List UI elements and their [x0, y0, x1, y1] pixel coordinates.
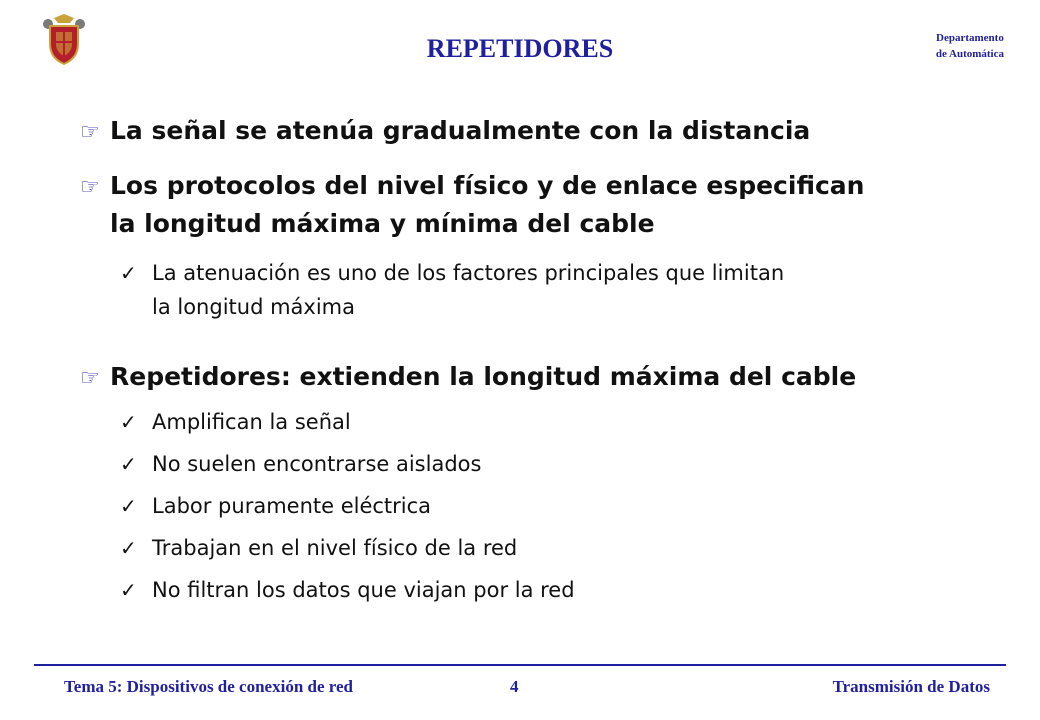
footer-divider	[34, 664, 1006, 666]
checkmark-icon: ✓	[120, 410, 137, 434]
bullet-protocols	[80, 167, 864, 243]
footer-course: Transmisión de Datos	[832, 677, 990, 696]
subitem-electrical	[120, 489, 431, 523]
subitem-attenuation-factor	[120, 256, 784, 324]
department-label	[936, 30, 1004, 62]
slide-title: REPETIDORES	[426, 34, 614, 63]
footer-topic: Tema 5: Dispositivos de conexión de red	[64, 677, 354, 696]
subitem-amplify	[120, 405, 351, 439]
pointing-hand-icon: ☞	[80, 120, 100, 145]
bullet-text: La señal se atenúa gradualmente con la distancia	[110, 116, 811, 145]
bullet-repeaters	[80, 358, 856, 396]
subitem-not-isolated	[120, 447, 481, 481]
checkmark-icon: ✓	[120, 452, 137, 476]
subitem-text: No filtran los datos que viajan por la red	[152, 578, 575, 602]
department-line-1: Departamento	[936, 32, 1004, 44]
subitem-text: Trabajan en el nivel físico de la red	[152, 536, 518, 560]
pointing-hand-icon: ☞	[80, 366, 100, 391]
bullet-text: Repetidores: extienden la longitud máxima del cable	[110, 362, 857, 391]
checkmark-icon: ✓	[120, 578, 137, 602]
subitem-text: La atenuación es uno de los factores principales que limitan	[152, 261, 785, 285]
subitem-text: la longitud máxima	[152, 295, 355, 319]
page-number: 4	[510, 677, 519, 696]
bullet-attenuation	[80, 112, 810, 150]
checkmark-icon: ✓	[120, 494, 137, 518]
checkmark-icon: ✓	[120, 536, 137, 560]
pointing-hand-icon: ☞	[80, 175, 100, 200]
subitem-text: Amplifican la señal	[152, 410, 351, 434]
subitem-no-filter	[120, 573, 575, 607]
bullet-text: Los protocolos del nivel físico y de enlace especifican	[110, 171, 865, 200]
department-line-2: de Automática	[935, 48, 1004, 60]
subitem-text: Labor puramente eléctrica	[152, 494, 432, 518]
subitem-text: No suelen encontrarse aislados	[152, 452, 482, 476]
subitem-physical-layer	[120, 531, 517, 565]
bullet-text: la longitud máxima y mínima del cable	[110, 209, 655, 238]
checkmark-icon: ✓	[120, 261, 137, 285]
